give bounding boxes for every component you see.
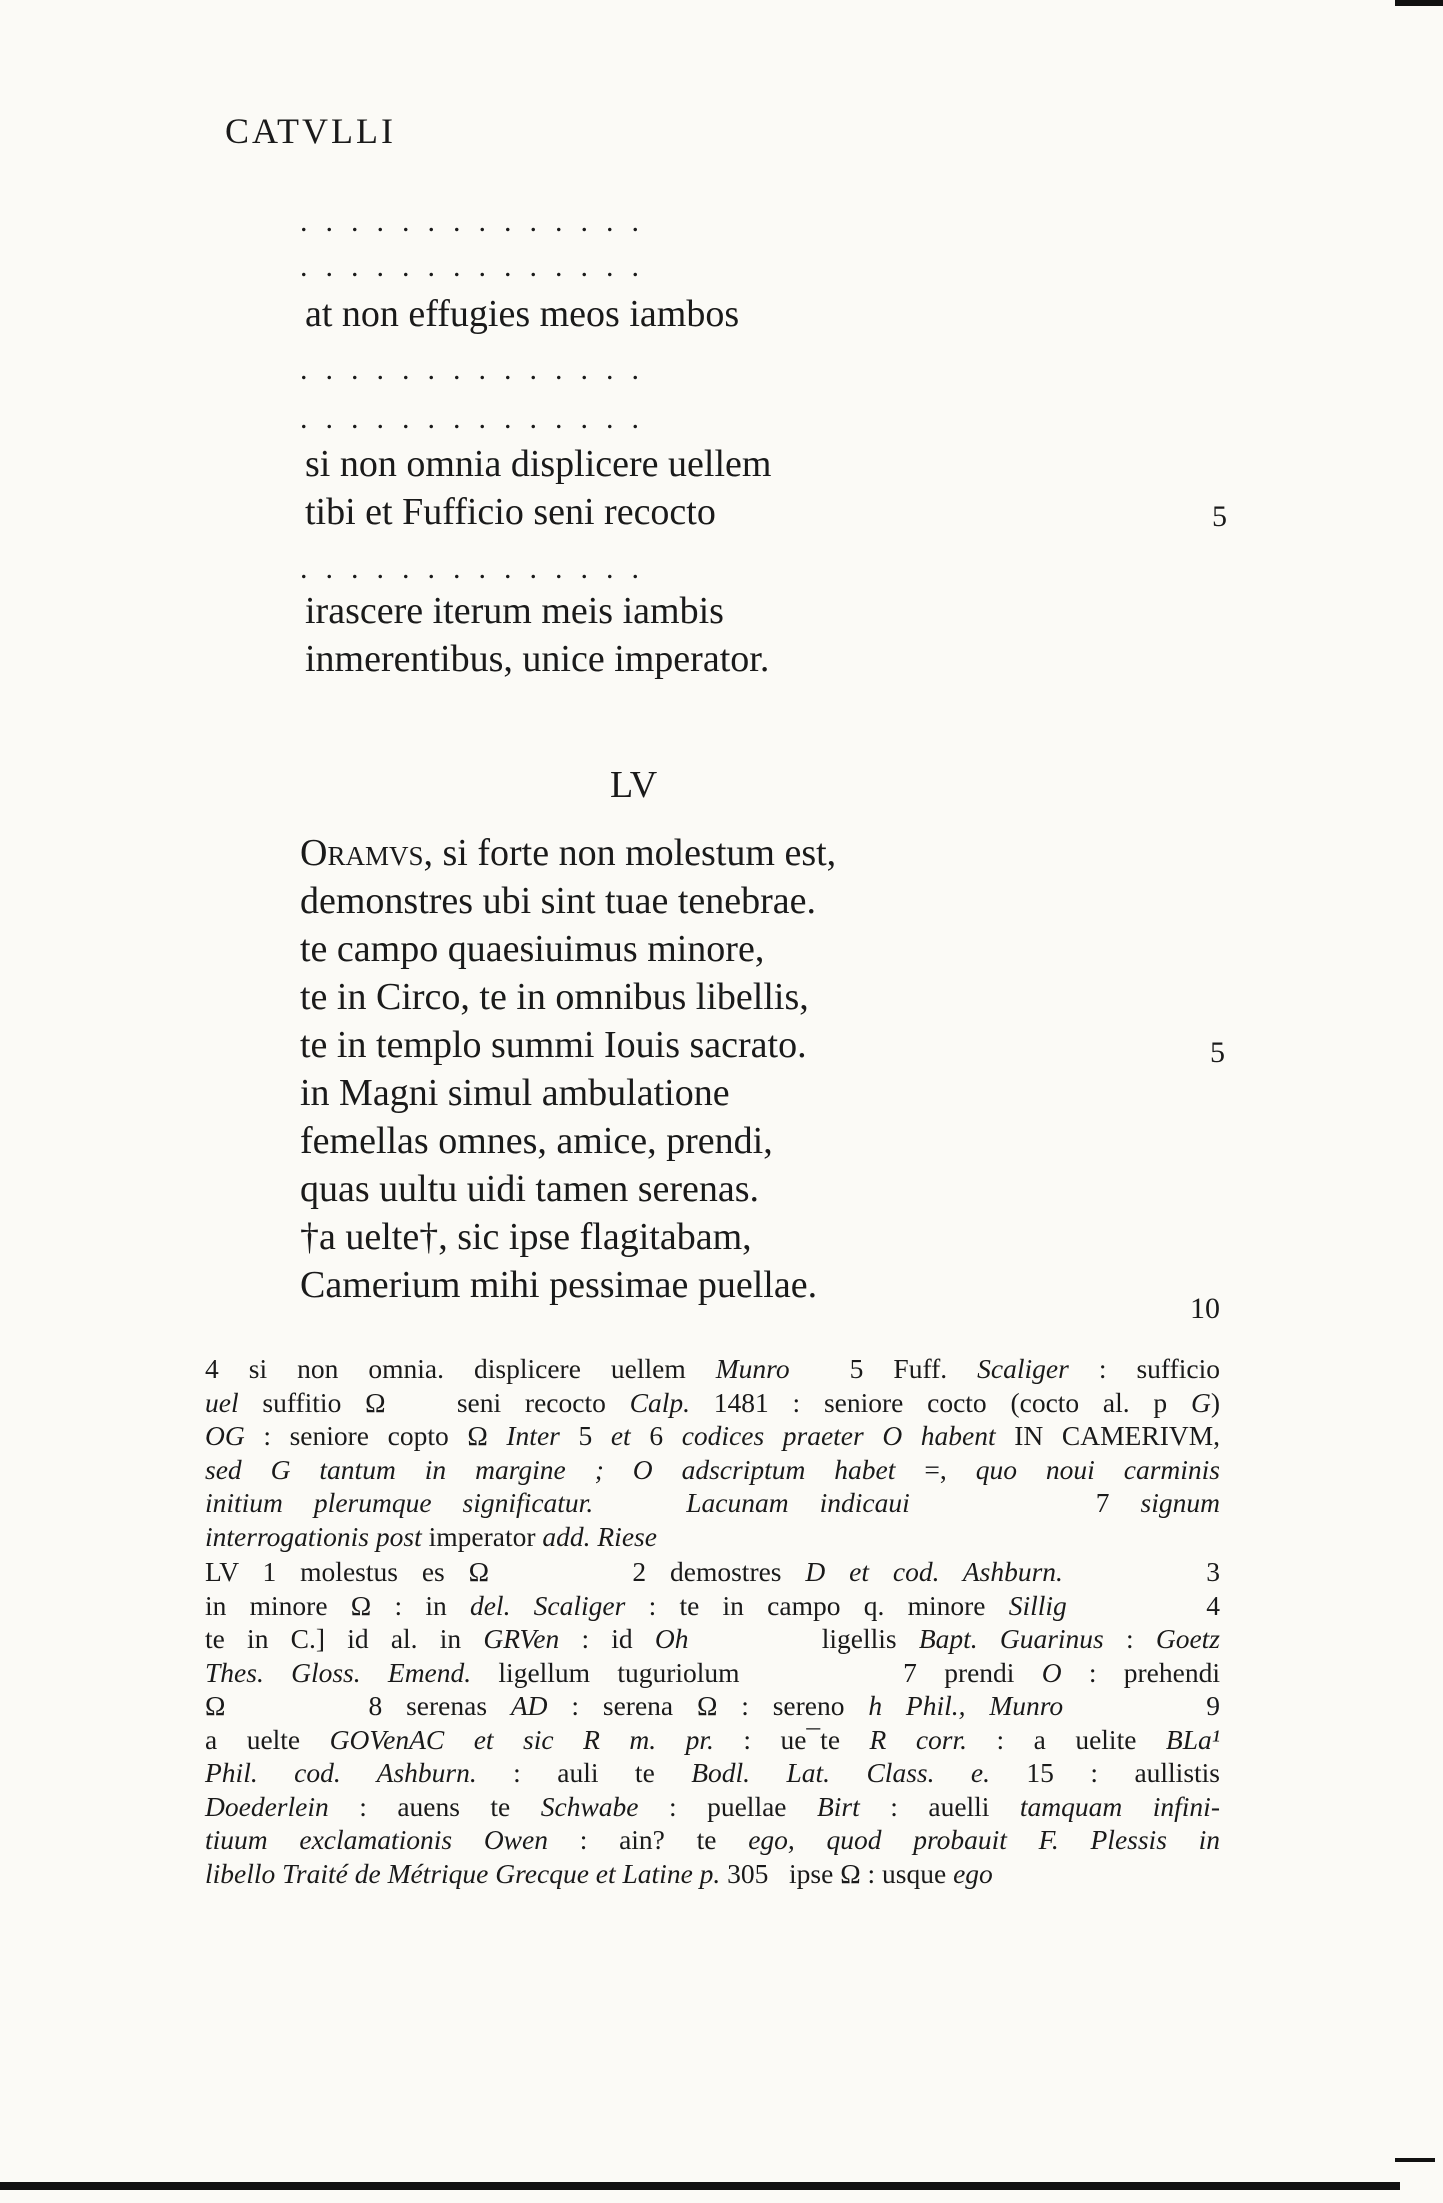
apparatus-text: : id [559, 1623, 655, 1654]
apparatus-text: 4 [1066, 1589, 1220, 1621]
apparatus-text: 15 : aullistis [990, 1757, 1221, 1788]
initial-word: Oramvs [300, 832, 424, 874]
apparatus-line [205, 1790, 1220, 1824]
apparatus-line [205, 1723, 1220, 1757]
apparatus-siglum: tiuum exclamationis Owen [205, 1824, 548, 1855]
apparatus-text: ligellum tuguriolum 7 prendi [471, 1656, 1042, 1688]
verse-line: quas uultu uidi tamen serenas. [300, 1168, 760, 1210]
apparatus-siglum: initium plerumque significatur. Lacunam indicaui [205, 1487, 910, 1518]
lacuna-dots: .............. [300, 353, 657, 386]
apparatus-paragraph-1 [205, 1352, 1220, 1553]
apparatus-line [205, 1589, 1220, 1623]
apparatus-line [205, 1756, 1220, 1790]
apparatus-siglum: quo noui carminis [975, 1453, 1220, 1485]
apparatus-siglum: ego [953, 1857, 993, 1889]
apparatus-siglum: OG [205, 1420, 245, 1451]
apparatus-siglum: R corr. [869, 1723, 968, 1755]
apparatus-text: LV 1 molestus es Ω 2 demostres [205, 1556, 806, 1587]
apparatus-line [205, 1857, 1220, 1891]
apparatus-text: : auli te [476, 1757, 692, 1788]
apparatus-siglum: Doederlein [205, 1790, 329, 1822]
apparatus-text: : auens te [328, 1790, 541, 1822]
apparatus-text: ligellis [688, 1623, 919, 1654]
apparatus-siglum: Schwabe [540, 1790, 639, 1822]
apparatus-siglum: interrogationis post [205, 1520, 422, 1552]
apparatus-text: : seniore copto Ω [244, 1420, 507, 1451]
apparatus-text: : sufficio [1068, 1353, 1220, 1384]
apparatus-siglum: Bodl. Lat. Class. e. [691, 1757, 990, 1788]
apparatus-siglum: sed G tantum in margine ; O adscriptum habet [205, 1453, 896, 1485]
apparatus-text: =, [895, 1453, 976, 1485]
apparatus-text: a uelte [205, 1723, 330, 1755]
verse-line: Camerium mihi pessimae puellae. [300, 1264, 818, 1306]
apparatus-siglum: Goetz [1155, 1623, 1220, 1654]
apparatus-line [205, 1520, 1220, 1554]
apparatus-line [205, 1622, 1220, 1656]
apparatus-siglum: G [1190, 1386, 1211, 1418]
apparatus-siglum: AD [510, 1690, 548, 1721]
running-title: CATVLLI [225, 111, 396, 151]
apparatus-text: imperator [421, 1520, 543, 1552]
apparatus-text: : serena Ω : sereno [547, 1690, 869, 1721]
apparatus-siglum: h Phil., Munro [868, 1690, 1064, 1721]
apparatus-text: 5 Fuff. [789, 1353, 978, 1384]
apparatus-line [205, 1823, 1220, 1857]
verse-line: te campo quaesiuimus minore, [300, 928, 765, 970]
apparatus-siglum: Bapt. Guarinus [918, 1623, 1104, 1654]
apparatus-siglum: Phil. cod. Ashburn. [205, 1757, 477, 1788]
lacuna-dots: .............. [300, 250, 657, 283]
apparatus-line [205, 1352, 1220, 1386]
verse-line-rest: , si forte non molestum est, [423, 832, 837, 874]
apparatus-text: : ue¯te [713, 1723, 870, 1755]
apparatus-text: : [1103, 1623, 1156, 1654]
lacuna-dots: .............. [300, 402, 657, 435]
verse-line: inmerentibus, unice imperator. [305, 638, 770, 680]
apparatus-siglum: Calp. [629, 1386, 690, 1418]
apparatus-text: 3 [1062, 1556, 1221, 1587]
verse-line: femellas omnes, amice, prendi, [300, 1120, 773, 1162]
apparatus-line [205, 1555, 1220, 1589]
apparatus-line [205, 1486, 1220, 1520]
apparatus-text: : prehendi [1061, 1656, 1220, 1688]
corner-mark [1395, 2158, 1435, 2162]
apparatus-text: 5 [559, 1420, 611, 1451]
apparatus-siglum: codices praeter O habent [681, 1420, 996, 1451]
verse-line: in Magni simul ambulatione [300, 1072, 730, 1114]
apparatus-siglum: GRVen [483, 1623, 560, 1654]
apparatus-paragraph-2 [205, 1555, 1220, 1890]
apparatus-siglum: O [1041, 1656, 1062, 1688]
apparatus-siglum: Oh [654, 1623, 689, 1654]
lacuna-dots: .............. [300, 205, 657, 238]
apparatus-siglum: Sillig [1008, 1589, 1067, 1621]
apparatus-siglum: uel [205, 1386, 239, 1418]
apparatus-text: : ain? te [548, 1824, 749, 1855]
line-number: 5 [1212, 500, 1227, 533]
apparatus-text: 7 [909, 1487, 1141, 1518]
apparatus-text: te in C.] id al. in [205, 1623, 484, 1654]
verse-line: †a uelte†, sic ipse flagitabam, [300, 1216, 752, 1258]
apparatus-text: ) [1210, 1386, 1220, 1418]
apparatus-siglum: Thes. Gloss. Emend. [205, 1656, 472, 1688]
poem-title: LV [610, 764, 658, 806]
apparatus-text: Ω 8 serenas [205, 1690, 511, 1721]
apparatus-line [205, 1453, 1220, 1487]
apparatus-text: 4 si non omnia. displicere uellem [205, 1353, 716, 1384]
verse-line: at non effugies meos iambos [305, 293, 740, 335]
line-number: 10 [1190, 1292, 1220, 1325]
apparatus-siglum: BLa¹ [1165, 1723, 1220, 1755]
verse-line: si non omnia displicere uellem [305, 443, 772, 485]
apparatus-line [205, 1656, 1220, 1690]
verse-line: te in Circo, te in omnibus libellis, [300, 976, 809, 1018]
apparatus-text: suffitio Ω seni recocto [238, 1386, 630, 1418]
apparatus-siglum: Inter [506, 1420, 560, 1451]
apparatus-text: 6 [630, 1420, 682, 1451]
apparatus-text: 9 [1063, 1690, 1220, 1721]
apparatus-line [205, 1689, 1220, 1723]
apparatus-siglum: D et cod. Ashburn. [805, 1556, 1063, 1587]
line-number: 5 [1210, 1036, 1225, 1069]
apparatus-siglum: libello Traité de Métrique Grecque et Latine p. [205, 1857, 721, 1889]
apparatus-siglum: tamquam infini- [1019, 1790, 1220, 1822]
apparatus-text: IN CAMERIVM, [995, 1420, 1221, 1451]
apparatus-text: : a uelite [967, 1723, 1166, 1755]
verse-line: tibi et Fufficio seni recocto [305, 491, 716, 533]
apparatus-siglum: add. Riese [542, 1520, 657, 1552]
apparatus-siglum: Munro [715, 1353, 790, 1384]
apparatus-siglum: Scaliger [977, 1353, 1069, 1384]
apparatus-siglum: del. Scaliger [469, 1589, 626, 1621]
apparatus-siglum: GOVenAC et sic R m. pr. [329, 1723, 714, 1755]
apparatus-line [205, 1419, 1220, 1453]
bottom-rule [0, 2182, 1400, 2190]
apparatus-siglum: ego, quod probauit F. Plessis in [748, 1824, 1221, 1855]
verse-line: demonstres ubi sint tuae tenebrae. [300, 880, 817, 922]
apparatus-text: 305 ipse Ω : usque [720, 1857, 954, 1889]
apparatus-siglum: signum [1140, 1487, 1220, 1518]
apparatus-text: : auelli [859, 1790, 1020, 1822]
corner-mark [1395, 0, 1443, 6]
verse-line: te in templo summi Iouis sacrato. [300, 1024, 807, 1066]
apparatus-text: 1481 : seniore cocto (cocto al. p [689, 1386, 1191, 1418]
apparatus-text: in minore Ω : in [205, 1589, 470, 1621]
apparatus-siglum: Birt [816, 1790, 860, 1822]
apparatus-text: : te in campo q. minore [625, 1589, 1009, 1621]
verse-line [300, 829, 836, 877]
lacuna-dots: .............. [300, 552, 657, 585]
apparatus-text: : puellae [638, 1790, 817, 1822]
apparatus-siglum: et [610, 1420, 631, 1451]
verse-line: irascere iterum meis iambis [305, 590, 724, 632]
apparatus-line [205, 1386, 1220, 1420]
